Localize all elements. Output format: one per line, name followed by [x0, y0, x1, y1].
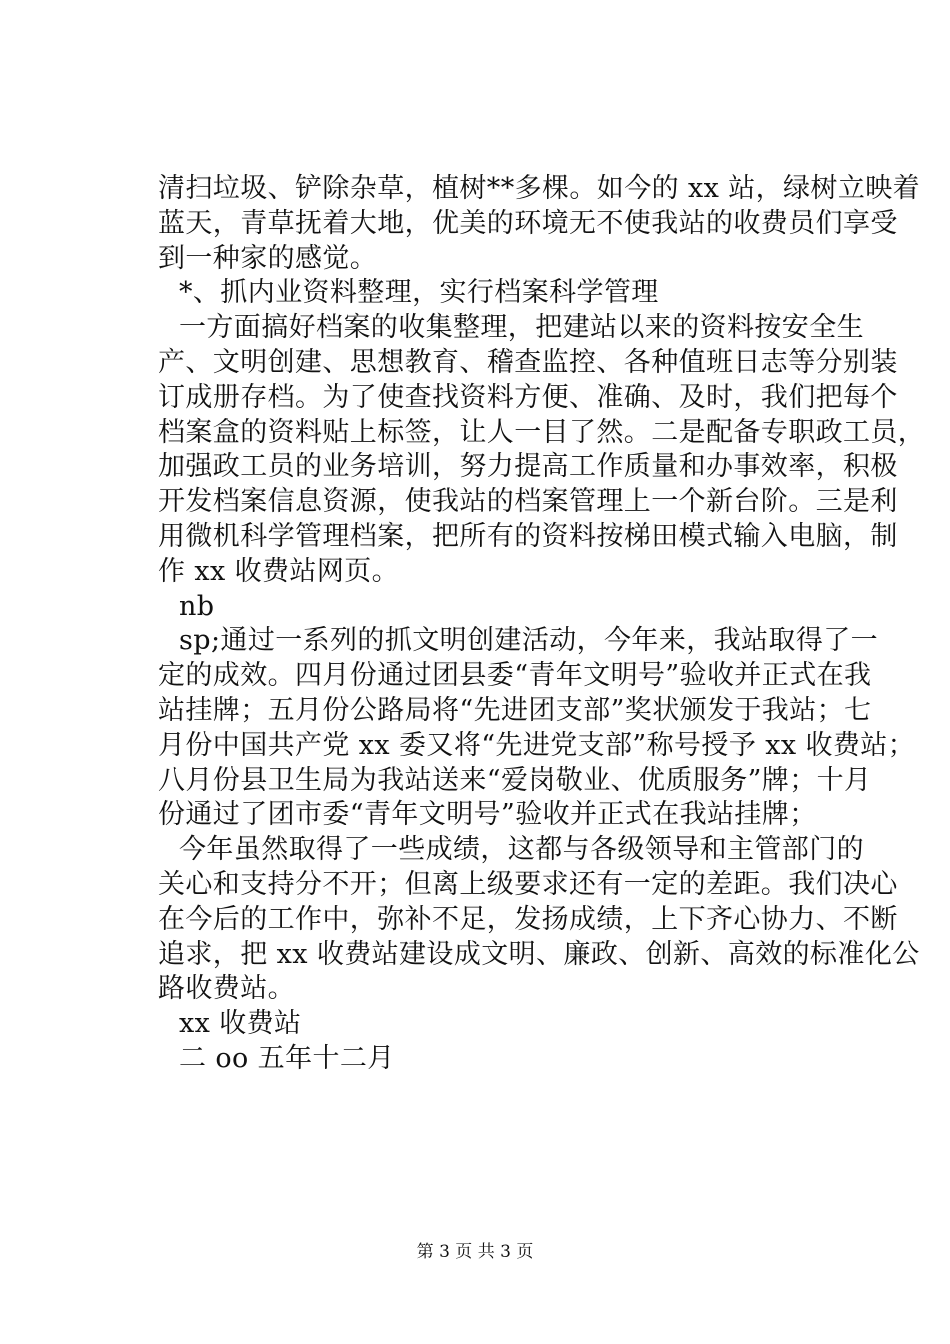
- body-line: 用微机科学管理档案，把所有的资料按梯田模式输入电脑，制: [158, 520, 898, 552]
- body-line: 蓝天，青草抚着大地，优美的环境无不使我站的收费员们享受: [158, 207, 898, 239]
- body-line: 定的成效。四月份通过团县委“青年文明号”验收并正式在我: [158, 660, 872, 692]
- body-line: 开发档案信息资源，使我站的档案管理上一个新台阶。三是利: [158, 486, 898, 518]
- signature-date: 二 oo 五年十二月: [179, 1042, 395, 1074]
- body-line: 在今后的工作中，弥补不足，发扬成绩，上下齐心协力、不断: [158, 903, 898, 935]
- body-line: 关心和支持分不开；但离上级要求还有一定的差距。我们决心: [158, 868, 898, 900]
- document-body: [158, 172, 926, 1077]
- body-line: 月份中国共产党 xx 委又将“先进党支部”称号授予 xx 收费站；: [158, 729, 916, 761]
- body-line: 档案盒的资料贴上标签，让人一目了然。二是配备专职政工员，: [158, 416, 926, 448]
- body-line: 路收费站。: [158, 973, 295, 1005]
- body-line: 今年虽然取得了一些成绩，这都与各级领导和主管部门的: [179, 834, 864, 866]
- body-line: 到一种家的感觉。: [158, 242, 378, 274]
- page-footer: [0, 1241, 950, 1263]
- body-line: 订成册存档。为了使查找资料方便、准确、及时，我们把每个: [158, 381, 898, 413]
- section-heading: *、抓内业资料整理，实行档案科学管理: [179, 277, 659, 309]
- body-line: 八月份县卫生局为我站送来“爱岗敬业、优质服务”牌；十月: [158, 764, 872, 796]
- body-line: 份通过了团市委“青年文明号”验收并正式在我站挂牌；: [158, 799, 817, 831]
- signature-org: xx 收费站: [179, 1008, 302, 1040]
- body-line: 追求，把 xx 收费站建设成文明、廉政、创新、高效的标准化公: [158, 938, 920, 970]
- body-line: nb: [179, 590, 215, 622]
- body-line: 作 xx 收费站网页。: [158, 555, 400, 587]
- body-line: 一方面搞好档案的收集整理，把建站以来的资料按安全生: [179, 312, 864, 344]
- body-line: 清扫垃圾、铲除杂草，植树**多棵。如今的 xx 站，绿树立映着: [158, 173, 921, 204]
- body-line: 加强政工员的业务培训，努力提高工作质量和办事效率，积极: [158, 451, 898, 483]
- body-line: 站挂牌；五月份公路局将“先进团支部”奖状颁发于我站；七: [158, 694, 872, 726]
- body-line: sp;通过一系列的抓文明创建活动，今年来，我站取得了一: [179, 625, 879, 657]
- body-line: 产、文明创建、思想教育、稽查监控、各种值班日志等分别装: [158, 346, 898, 378]
- page-number-label: 第 3 页 共 3 页: [416, 1242, 534, 1262]
